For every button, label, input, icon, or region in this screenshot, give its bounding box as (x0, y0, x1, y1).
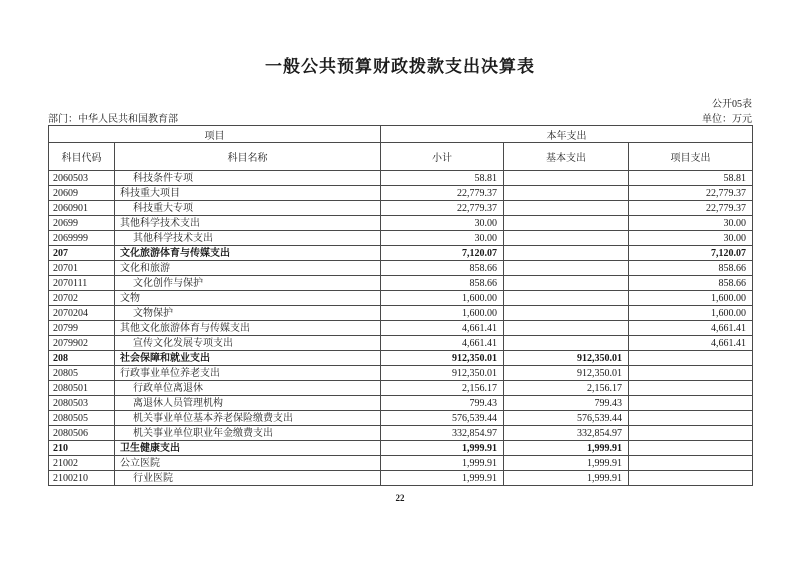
basic-expense-cell (504, 291, 629, 306)
subject-code-cell: 2060503 (49, 171, 115, 186)
header-subject-code: 科目代码 (49, 143, 115, 171)
table-row (49, 216, 753, 231)
project-expense-cell (629, 411, 753, 426)
subtotal-cell: 858.66 (381, 276, 504, 291)
project-expense-cell: 30.00 (629, 216, 753, 231)
table-row (49, 321, 753, 336)
table-row (49, 276, 753, 291)
subtotal-cell: 1,600.00 (381, 306, 504, 321)
table-body (49, 171, 753, 486)
subject-name-cell: 其他文化旅游体育与传媒支出 (115, 321, 381, 336)
subject-code-cell: 2069999 (49, 231, 115, 246)
table-row (49, 231, 753, 246)
basic-expense-cell: 332,854.97 (504, 426, 629, 441)
subject-code-cell: 20805 (49, 366, 115, 381)
table-row (49, 396, 753, 411)
table-row (49, 411, 753, 426)
basic-expense-cell: 1,999.91 (504, 471, 629, 486)
subject-code-cell: 2079902 (49, 336, 115, 351)
header-subject-name: 科目名称 (115, 143, 381, 171)
subject-code-cell: 2080506 (49, 426, 115, 441)
basic-expense-cell (504, 186, 629, 201)
subject-name-cell: 科技条件专项 (115, 171, 381, 186)
table-group-header-row (49, 126, 753, 143)
project-expense-cell (629, 426, 753, 441)
project-expense-cell: 30.00 (629, 231, 753, 246)
project-expense-cell (629, 366, 753, 381)
basic-expense-cell (504, 276, 629, 291)
subject-code-cell: 2100210 (49, 471, 115, 486)
table-row (49, 456, 753, 471)
subject-code-cell: 20699 (49, 216, 115, 231)
basic-expense-cell (504, 336, 629, 351)
unit-label: 单位：万元 (702, 114, 752, 125)
subject-code-cell: 2080503 (49, 396, 115, 411)
table-row (49, 351, 753, 366)
project-expense-cell (629, 351, 753, 366)
subtotal-cell: 22,779.37 (381, 186, 504, 201)
meta-line (48, 110, 752, 125)
basic-expense-cell (504, 201, 629, 216)
subject-name-cell: 宣传文化发展专项支出 (115, 336, 381, 351)
table-row (49, 291, 753, 306)
subtotal-cell: 799.43 (381, 396, 504, 411)
subtotal-cell: 1,999.91 (381, 441, 504, 456)
form-number-label: 公开05表 (712, 99, 752, 110)
subject-code-cell: 20799 (49, 321, 115, 336)
subtotal-cell: 1,999.91 (381, 456, 504, 471)
project-expense-cell: 1,600.00 (629, 291, 753, 306)
subtotal-cell: 858.66 (381, 261, 504, 276)
table-row (49, 186, 753, 201)
subtotal-cell: 2,156.17 (381, 381, 504, 396)
department-label: 部门：中华人民共和国教育部 (48, 114, 178, 125)
subject-name-cell: 文物保护 (115, 306, 381, 321)
table-row (49, 336, 753, 351)
subtotal-cell: 4,661.41 (381, 321, 504, 336)
subtotal-cell: 30.00 (381, 216, 504, 231)
subject-name-cell: 公立医院 (115, 456, 381, 471)
basic-expense-cell: 1,999.91 (504, 456, 629, 471)
subject-name-cell: 文化旅游体育与传媒支出 (115, 246, 381, 261)
basic-expense-cell: 912,350.01 (504, 366, 629, 381)
subject-name-cell: 卫生健康支出 (115, 441, 381, 456)
project-expense-cell: 22,779.37 (629, 201, 753, 216)
table-row (49, 381, 753, 396)
project-expense-cell: 858.66 (629, 276, 753, 291)
basic-expense-cell (504, 231, 629, 246)
project-expense-cell: 4,661.41 (629, 321, 753, 336)
header-current-year-group: 本年支出 (381, 126, 753, 143)
table-row (49, 246, 753, 261)
project-expense-cell (629, 471, 753, 486)
subtotal-cell: 912,350.01 (381, 351, 504, 366)
project-expense-cell: 4,661.41 (629, 336, 753, 351)
subject-name-cell: 行政单位离退休 (115, 381, 381, 396)
header-project-group: 项目 (49, 126, 381, 143)
basic-expense-cell: 576,539.44 (504, 411, 629, 426)
subject-code-cell: 2080505 (49, 411, 115, 426)
header-project-expense: 项目支出 (629, 143, 753, 171)
subject-name-cell: 科技重大专项 (115, 201, 381, 216)
subject-code-cell: 2080501 (49, 381, 115, 396)
subject-name-cell: 行政事业单位养老支出 (115, 366, 381, 381)
subtotal-cell: 22,779.37 (381, 201, 504, 216)
table-row (49, 441, 753, 456)
subject-code-cell: 20701 (49, 261, 115, 276)
basic-expense-cell (504, 321, 629, 336)
table-row (49, 366, 753, 381)
subtotal-cell: 30.00 (381, 231, 504, 246)
subtotal-cell: 332,854.97 (381, 426, 504, 441)
expenditure-table (48, 125, 753, 486)
basic-expense-cell (504, 246, 629, 261)
subject-name-cell: 文化和旅游 (115, 261, 381, 276)
basic-expense-cell: 1,999.91 (504, 441, 629, 456)
subject-code-cell: 2060901 (49, 201, 115, 216)
subject-code-cell: 207 (49, 246, 115, 261)
project-expense-cell (629, 456, 753, 471)
header-subtotal: 小计 (381, 143, 504, 171)
subtotal-cell: 1,999.91 (381, 471, 504, 486)
project-expense-cell (629, 441, 753, 456)
table-row (49, 201, 753, 216)
project-expense-cell: 7,120.07 (629, 246, 753, 261)
subject-name-cell: 机关事业单位基本养老保险缴费支出 (115, 411, 381, 426)
subject-code-cell: 2070111 (49, 276, 115, 291)
table-row (49, 171, 753, 186)
subject-name-cell: 行业医院 (115, 471, 381, 486)
subject-name-cell: 科技重大项目 (115, 186, 381, 201)
project-expense-cell: 1,600.00 (629, 306, 753, 321)
subject-code-cell: 2070204 (49, 306, 115, 321)
subtotal-cell: 1,600.00 (381, 291, 504, 306)
project-expense-cell: 58.81 (629, 171, 753, 186)
subject-name-cell: 文化创作与保护 (115, 276, 381, 291)
header-basic-expense: 基本支出 (504, 143, 629, 171)
subject-name-cell: 离退休人员管理机构 (115, 396, 381, 411)
project-expense-cell: 22,779.37 (629, 186, 753, 201)
subtotal-cell: 58.81 (381, 171, 504, 186)
subject-code-cell: 208 (49, 351, 115, 366)
subtotal-cell: 4,661.41 (381, 336, 504, 351)
subject-name-cell: 社会保障和就业支出 (115, 351, 381, 366)
basic-expense-cell (504, 261, 629, 276)
subject-code-cell: 20702 (49, 291, 115, 306)
subject-code-cell: 20609 (49, 186, 115, 201)
basic-expense-cell (504, 306, 629, 321)
table-column-header-row (49, 143, 753, 171)
project-expense-cell (629, 396, 753, 411)
subtotal-cell: 912,350.01 (381, 366, 504, 381)
basic-expense-cell: 799.43 (504, 396, 629, 411)
basic-expense-cell (504, 171, 629, 186)
project-expense-cell: 858.66 (629, 261, 753, 276)
page-title: 一般公共预算财政拨款支出决算表 (265, 57, 535, 76)
basic-expense-cell (504, 216, 629, 231)
subtotal-cell: 7,120.07 (381, 246, 504, 261)
page-number: 22 (395, 493, 405, 503)
basic-expense-cell: 912,350.01 (504, 351, 629, 366)
subject-name-cell: 文物 (115, 291, 381, 306)
subject-name-cell: 其他科学技术支出 (115, 231, 381, 246)
project-expense-cell (629, 381, 753, 396)
subject-code-cell: 210 (49, 441, 115, 456)
table-row (49, 306, 753, 321)
table-row (49, 261, 753, 276)
basic-expense-cell: 2,156.17 (504, 381, 629, 396)
table-row (49, 471, 753, 486)
subject-name-cell: 机关事业单位职业年金缴费支出 (115, 426, 381, 441)
subtotal-cell: 576,539.44 (381, 411, 504, 426)
subject-code-cell: 21002 (49, 456, 115, 471)
table-row (49, 426, 753, 441)
subject-name-cell: 其他科学技术支出 (115, 216, 381, 231)
